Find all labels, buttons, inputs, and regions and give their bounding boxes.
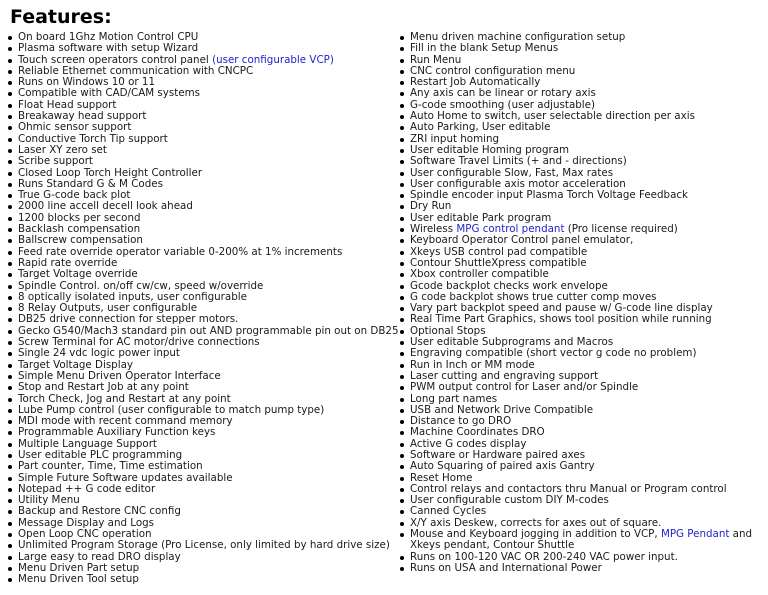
feature-text: Auto Squaring of paired axis Gantry bbox=[410, 460, 595, 473]
feature-text: Lube Pump control (user configurable to match pump type) bbox=[18, 403, 325, 416]
features-list-left bbox=[6, 32, 398, 586]
feature-text-after: and Xkeys pendant, Contour Shuttle bbox=[410, 528, 753, 552]
feature-text: Xkeys USB control pad compatible bbox=[410, 245, 588, 258]
feature-text: Simple Menu Driven Operator Interface bbox=[18, 369, 221, 382]
feature-text: Control relays and contactors thru Manual or Program control bbox=[410, 482, 727, 495]
feature-text: Laser XY zero set bbox=[18, 143, 107, 156]
feature-text: Runs on 100-120 VAC OR 200-240 VAC power input. bbox=[410, 550, 678, 563]
feature-text: Unlimited Program Storage (Pro License, only limited by hard drive size) bbox=[18, 539, 390, 552]
feature-text: Dry Run bbox=[410, 200, 452, 213]
feature-text: Auto Home to switch, user selectable direction per axis bbox=[410, 110, 695, 123]
feature-text: ZRI input homing bbox=[410, 132, 500, 145]
feature-text: X/Y axis Deskew, corrects for axes out of square. bbox=[410, 516, 662, 529]
feature-text: Mouse and Keyboard jogging in addition to VCP, bbox=[410, 528, 661, 541]
feature-text: Closed Loop Torch Height Controller bbox=[18, 166, 203, 179]
feature-text: Simple Future Software updates available bbox=[18, 471, 233, 484]
feature-text: Run Menu bbox=[410, 53, 462, 66]
feature-text: PWM output control for Laser and/or Spindle bbox=[410, 381, 639, 394]
feature-text: Gcode backplot checks work envelope bbox=[410, 279, 608, 292]
feature-text: Open Loop CNC operation bbox=[18, 528, 152, 541]
feature-text: User configurable Slow, Fast, Max rates bbox=[410, 166, 614, 179]
feature-text: Part counter, Time, Time estimation bbox=[18, 460, 203, 473]
feature-text: Torch Check, Jog and Restart at any point bbox=[18, 392, 231, 405]
feature-text: Spindle encoder input Plasma Torch Voltage Feedback bbox=[410, 189, 689, 202]
feature-text: Ballscrew compensation bbox=[18, 234, 143, 247]
feature-text: Runs on Windows 10 or 11 bbox=[18, 76, 156, 89]
feature-text: 1200 blocks per second bbox=[18, 211, 141, 224]
feature-text: Gecko G540/Mach3 standard pin out AND programmable pin out on DB25 bbox=[18, 324, 399, 337]
feature-link[interactable]: MPG control pendant bbox=[456, 223, 565, 236]
feature-text: Vary part backplot speed and pause w/ G-code line display bbox=[410, 302, 713, 315]
feature-text: Backlash compensation bbox=[18, 223, 141, 236]
feature-text: 8 Relay Outputs, user configurable bbox=[18, 302, 198, 315]
feature-text: Notepad ++ G code editor bbox=[18, 482, 156, 495]
feature-text: Contour ShuttleXpress compatible bbox=[410, 256, 587, 269]
feature-text: Auto Parking, User editable bbox=[410, 121, 551, 134]
feature-text: Menu Driven Part setup bbox=[18, 561, 140, 574]
feature-link[interactable]: (user configurable VCP) bbox=[212, 53, 334, 66]
page-title: Features: bbox=[10, 6, 112, 28]
feature-text: USB and Network Drive Compatible bbox=[410, 403, 594, 416]
feature-text: Runs on USA and International Power bbox=[410, 561, 602, 574]
feature-text: User configurable custom DIY M-codes bbox=[410, 494, 609, 507]
feature-text: 2000 line accell decell look ahead bbox=[18, 200, 193, 213]
feature-text: Menu Driven Tool setup bbox=[18, 573, 139, 586]
feature-text: Any axis can be linear or rotary axis bbox=[410, 87, 596, 100]
feature-text: Rapid rate override bbox=[18, 256, 118, 269]
feature-text: MDI mode with recent command memory bbox=[18, 415, 233, 428]
feature-item bbox=[398, 563, 764, 574]
feature-text: 8 optically isolated inputs, user configurable bbox=[18, 290, 247, 303]
feature-text: Stop and Restart Job at any point bbox=[18, 381, 189, 394]
feature-text: Target Voltage Display bbox=[18, 358, 133, 371]
feature-text: Float Head support bbox=[18, 98, 117, 111]
feature-text: Real Time Part Graphics, shows tool position while running bbox=[410, 313, 712, 326]
feature-text: Programmable Auxiliary Function keys bbox=[18, 426, 216, 439]
feature-text: Xbox controller compatible bbox=[410, 268, 549, 281]
feature-text: Long part names bbox=[410, 392, 498, 405]
feature-text: Target Voltage override bbox=[18, 268, 138, 281]
feature-text: Spindle Control. on/off cw/cw, speed w/override bbox=[18, 279, 264, 292]
feature-text-after: (Pro license required) bbox=[564, 223, 678, 236]
feature-text: Optional Stops bbox=[410, 324, 486, 337]
feature-text: Compatible with CAD/CAM systems bbox=[18, 87, 201, 100]
feature-text: Backup and Restore CNC config bbox=[18, 505, 181, 518]
feature-item bbox=[398, 529, 764, 552]
feature-text: User editable Subprograms and Macros bbox=[410, 336, 614, 349]
features-list-right bbox=[398, 32, 764, 574]
feature-text: Conductive Torch Tip support bbox=[18, 132, 168, 145]
feature-text: Runs Standard G & M Codes bbox=[18, 177, 163, 190]
feature-text: Feed rate override operator variable 0-200% at 1% increments bbox=[18, 245, 343, 258]
feature-text: Run in Inch or MM mode bbox=[410, 358, 535, 371]
feature-text: Breakaway head support bbox=[18, 110, 147, 123]
feature-text: Single 24 vdc logic power input bbox=[18, 347, 180, 360]
feature-text: Multiple Language Support bbox=[18, 437, 157, 450]
feature-text: CNC control configuration menu bbox=[410, 64, 576, 77]
feature-text: Active G codes display bbox=[410, 437, 527, 450]
feature-text: G-code smoothing (user adjustable) bbox=[410, 98, 595, 111]
feature-text: Canned Cycles bbox=[410, 505, 487, 518]
feature-text: Engraving compatible (short vector g code no problem) bbox=[410, 347, 697, 360]
feature-text: Distance to go DRO bbox=[410, 415, 512, 428]
feature-text: User editable Homing program bbox=[410, 143, 570, 156]
feature-text: Scribe support bbox=[18, 155, 93, 168]
feature-text: User configurable axis motor acceleration bbox=[410, 177, 626, 190]
feature-item bbox=[398, 190, 764, 201]
feature-item bbox=[6, 574, 398, 585]
feature-text: Menu driven machine configuration setup bbox=[410, 31, 626, 43]
feature-text: Screw Terminal for AC motor/drive connections bbox=[18, 336, 260, 349]
feature-text: Software Travel Limits (+ and - directions) bbox=[410, 155, 627, 168]
feature-text: User editable PLC programming bbox=[18, 448, 183, 461]
feature-text: Ohmic sensor support bbox=[18, 121, 132, 134]
feature-text: Plasma software with setup Wizard bbox=[18, 42, 199, 55]
feature-text: DB25 drive connection for stepper motors. bbox=[18, 313, 239, 326]
feature-text: True G-code back plot bbox=[18, 189, 131, 202]
feature-text: Touch screen operators control panel bbox=[18, 53, 213, 66]
feature-text: User editable Park program bbox=[410, 211, 552, 224]
feature-text: Restart Job Automatically bbox=[410, 76, 541, 89]
feature-text: Keyboard Operator Control panel emulator, bbox=[410, 234, 634, 247]
feature-text: Reliable Ethernet communication with CNCPC bbox=[18, 64, 254, 77]
feature-text: Utility Menu bbox=[18, 494, 80, 507]
feature-text: Wireless bbox=[410, 223, 457, 236]
feature-text: Large easy to read DRO display bbox=[18, 550, 181, 563]
feature-link[interactable]: MPG Pendant bbox=[660, 528, 730, 541]
feature-text: On board 1Ghz Motion Control CPU bbox=[18, 31, 199, 43]
feature-text: Laser cutting and engraving support bbox=[410, 369, 599, 382]
feature-text: Machine Coordinates DRO bbox=[410, 426, 545, 439]
feature-text: Software or Hardware paired axes bbox=[410, 448, 586, 461]
feature-text: Fill in the blank Setup Menus bbox=[410, 42, 559, 55]
feature-text: G code backplot shows true cutter comp moves bbox=[410, 290, 657, 303]
feature-text: Message Display and Logs bbox=[18, 516, 155, 529]
feature-text: Reset Home bbox=[410, 471, 473, 484]
